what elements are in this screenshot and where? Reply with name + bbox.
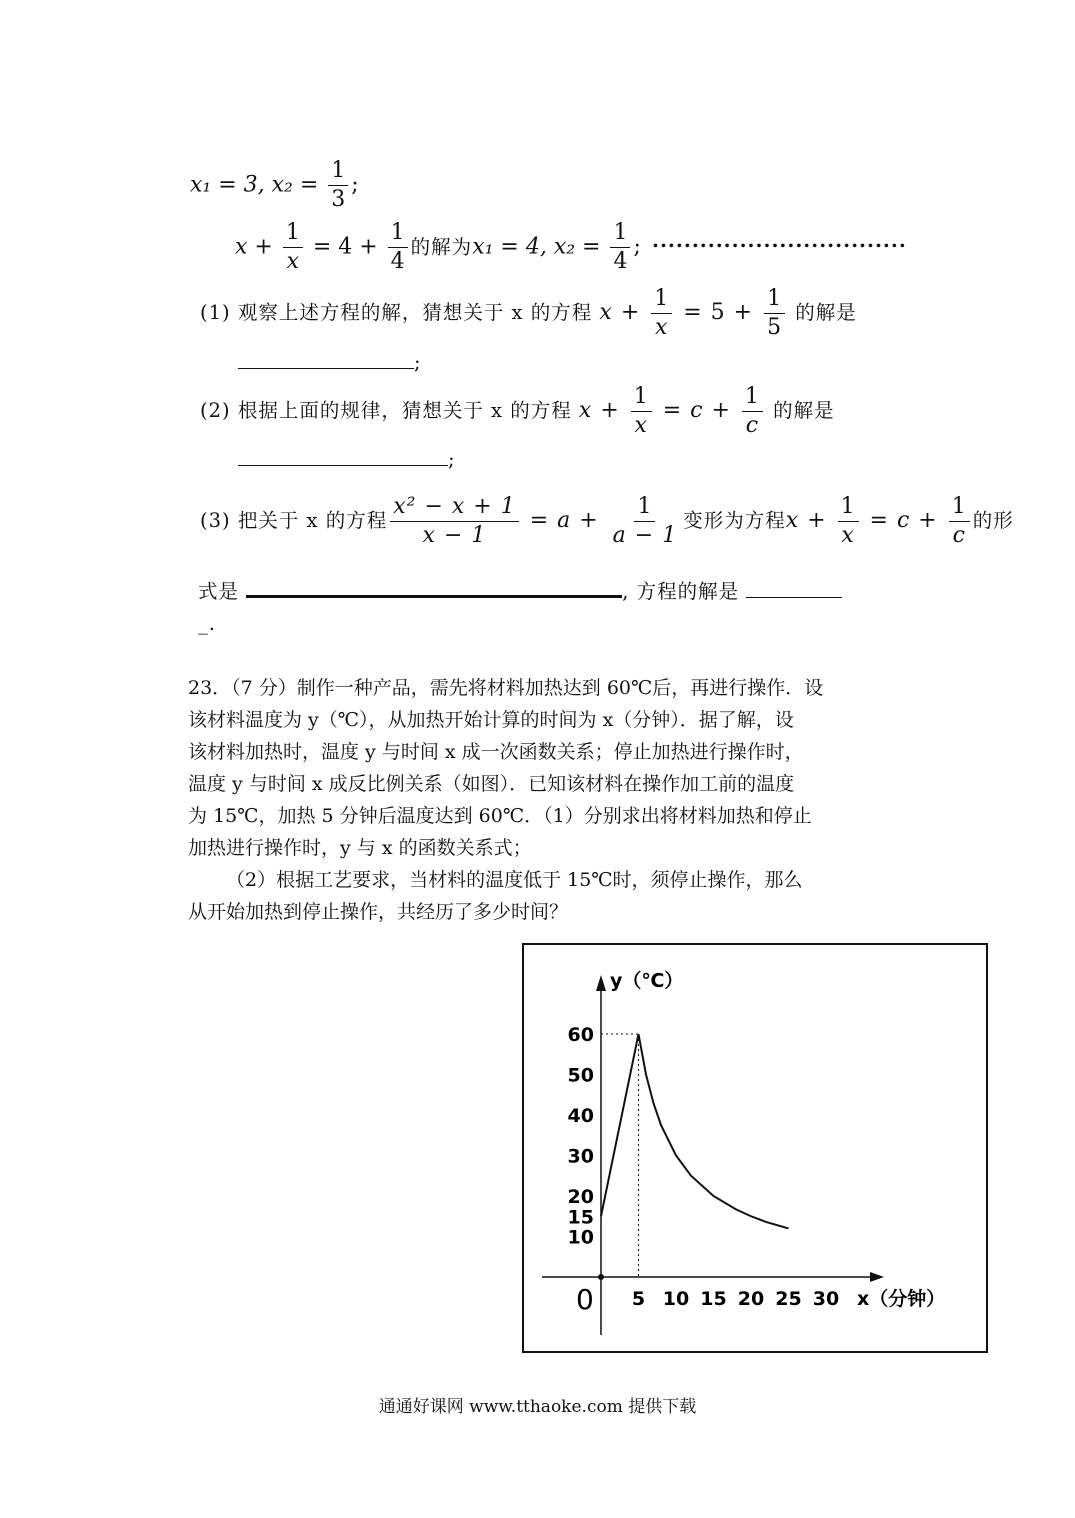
x-tick-label: 10: [662, 1288, 690, 1310]
q2-answer-line: ;: [238, 447, 456, 471]
x-tick-label: 20: [737, 1288, 765, 1310]
x-tick-label: 30: [812, 1288, 840, 1310]
y-tick-label: 60: [567, 1024, 594, 1046]
q3-fraction-3: $\frac{1}{x}$: [838, 496, 859, 547]
problem-23-line-6: 加热进行操作时，y 与 x 的函数关系式；: [188, 837, 532, 859]
q3-fraction-1: $\frac{\text{x² − x + 1}}{x - 1}$: [390, 496, 518, 547]
series-line-1: [601, 1034, 639, 1216]
q3-continuation: _.: [198, 612, 216, 635]
equation-line-1: x₁ = 3, x₂ = $\frac{1}{3}$ ;: [190, 158, 359, 212]
q2-answer-blank[interactable]: [238, 447, 448, 466]
problem-23-line-5: 为 15℃，加热 5 分钟后温度达到 60℃．（1）分别求出将材料加热和停止: [188, 805, 812, 827]
problem-23-line-8: 从开始加热到停止操作，共经历了多少时间？: [188, 901, 569, 923]
problem-23-line-7: （2）根据工艺要求，当材料的温度低于 15℃时，须停止操作，那么: [226, 869, 803, 891]
y-tick-label: 20: [567, 1186, 594, 1208]
y-tick-label: 10: [567, 1226, 594, 1249]
question-2: (2) 根据上面的规律，猜想关于 x 的方程 x + $\frac{1}{x}$ = c + $\frac{1}{c}$ 的解是: [200, 384, 835, 438]
line2-fraction-2: $\frac{1}{4}$: [388, 222, 408, 273]
origin-label: 0: [576, 1283, 594, 1316]
temperature-chart: [524, 945, 986, 1351]
q3-solution-blank[interactable]: [746, 579, 842, 598]
y-axis-label: y（℃）: [610, 970, 684, 992]
x-axis-label: x（分钟）: [857, 1288, 946, 1310]
question-1: (1) 观察上述方程的解，猜想关于 x 的方程 x + $\frac{1}{x}$ = 5 + $\frac{1}{5}$ 的解是: [200, 286, 857, 340]
y-tick-label: 40: [567, 1105, 594, 1127]
q1-fraction-2: $\frac{1}{5}$: [764, 288, 785, 339]
temperature-chart-frame: [522, 943, 988, 1353]
y-tick-label: 15: [567, 1206, 594, 1229]
y-tick-label: 50: [567, 1064, 594, 1087]
q3-answer-line: 式是 , 方程的解是: [198, 576, 842, 604]
page-footer: 通通好课网 www.tthaoke.com 提供下载: [378, 1397, 697, 1417]
line2-fraction-1: $\frac{1}{x}$: [283, 222, 303, 273]
line2-fraction-3: $\frac{1}{4}$: [610, 222, 630, 273]
q2-fraction-1: $\frac{1}{x}$: [631, 386, 652, 437]
problem-23-line-1: 23．（7 分）制作一种产品，需先将材料加热达到 60℃后，再进行操作．设: [188, 677, 824, 699]
q3-fraction-4: $\frac{1}{c}$: [949, 496, 970, 547]
question-3: (3) 把关于 x 的方程 $\frac{\text{x² − x + 1}}{x - 1}$ = a + $\frac{1}{a - 1}$ 变形为方程x + $\frac{1}{x}$ = c + $\frac{1}{c}$ 的形: [200, 494, 1014, 548]
y-axis-arrow: [596, 975, 606, 991]
q1-answer-blank[interactable]: [238, 350, 414, 369]
origin-dot: [598, 1274, 604, 1280]
ellipsis-dots: ................................: [652, 228, 907, 252]
problem-23: [188, 672, 888, 928]
q3-fraction-2: $\frac{1}{a - 1}$: [612, 494, 678, 548]
x-tick-label: 25: [775, 1288, 802, 1310]
q1-answer-line: ;: [238, 350, 422, 374]
q2-fraction-2: $\frac{1}{c}$: [742, 386, 763, 437]
problem-23-line-3: 该材料加热时，温度 y 与时间 x 成一次函数关系；停止加热进行操作时，: [188, 741, 804, 763]
line1-text: x₁ = 3, x₂ =: [190, 172, 326, 198]
problem-23-line-4: 温度 y 与时间 x 成反比例关系（如图）．已知该材料在操作加工前的温度: [188, 773, 795, 795]
q3-form-blank[interactable]: [246, 577, 622, 598]
x-axis-arrow: [870, 1272, 884, 1282]
problem-23-line-2: 该材料温度为 y（℃），从加热开始计算的时间为 x（分钟）．据了解，设: [188, 709, 794, 731]
line1-fraction: $\frac{1}{3}$: [328, 160, 348, 211]
y-tick-label: 30: [567, 1145, 594, 1168]
x-tick-label: 15: [700, 1288, 727, 1310]
series-line-2: [639, 1034, 789, 1228]
q1-fraction-1: $\frac{1}{x}$: [651, 288, 672, 339]
x-tick-label: 5: [631, 1288, 646, 1310]
equation-line-2: x + $\frac{1}{x}$ = 4 + $\frac{1}{4}$ 的解为x₁ = 4, x₂ = $\frac{1}{4}$ ;: [235, 220, 641, 274]
